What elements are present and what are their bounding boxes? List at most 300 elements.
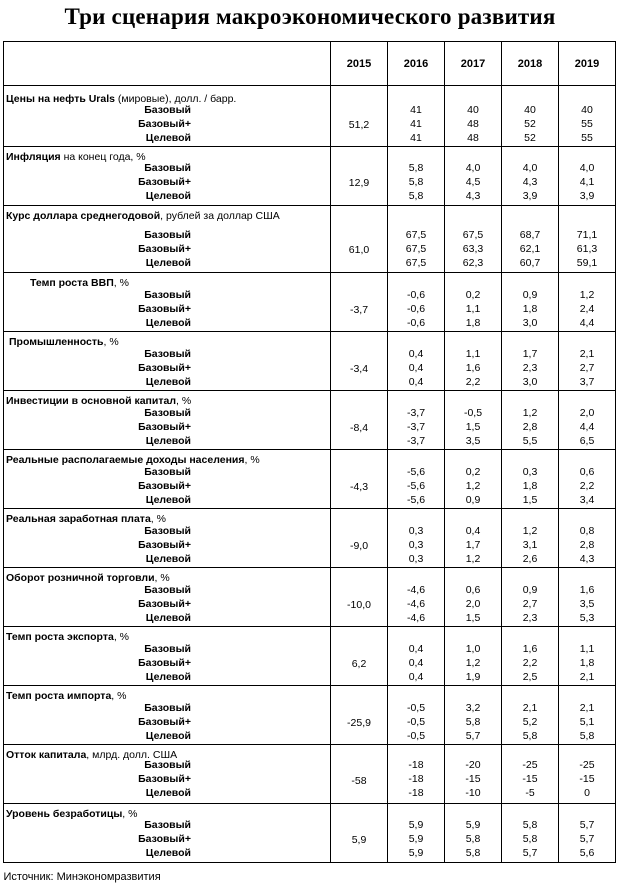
indicator-cell bbox=[4, 509, 331, 568]
year-value-cell bbox=[445, 89, 502, 147]
scenario-value: 5,2 bbox=[502, 716, 558, 728]
indicator-row bbox=[4, 509, 616, 568]
scenario-value: 5,8 bbox=[559, 730, 615, 742]
scenario-label: Целевой bbox=[146, 190, 191, 202]
year-value-cell bbox=[388, 391, 445, 450]
indicator-row bbox=[4, 745, 616, 804]
indicator-name: Реальная заработная плата bbox=[6, 513, 151, 525]
indicator-unit: , % bbox=[114, 277, 129, 289]
scenario-value: -3,7 bbox=[388, 435, 444, 447]
value-2015-cell bbox=[331, 509, 388, 568]
scenario-value: 2,7 bbox=[502, 598, 558, 610]
value-2015: 12,9 bbox=[331, 177, 387, 189]
scenario-label: Базовый+ bbox=[138, 716, 191, 728]
scenario-value: 67,5 bbox=[388, 229, 444, 241]
scenario-value: 3,5 bbox=[445, 435, 501, 447]
scenario-value: -5 bbox=[502, 787, 558, 799]
scenario-value: 1,1 bbox=[445, 348, 501, 360]
indicator-name: Темп роста ВВП bbox=[30, 277, 114, 289]
scenario-value: 61,3 bbox=[559, 243, 615, 255]
scenario-value: 5,6 bbox=[559, 847, 615, 859]
scenario-label: Базовый+ bbox=[138, 421, 191, 433]
scenario-label: Базовый bbox=[144, 289, 191, 301]
scenario-label: Базовый bbox=[144, 229, 191, 241]
scenario-value: 2,1 bbox=[502, 702, 558, 714]
scenario-value: 63,3 bbox=[445, 243, 501, 255]
scenario-label: Базовый bbox=[144, 466, 191, 478]
scenario-value: 2,8 bbox=[559, 539, 615, 551]
scenario-label: Целевой bbox=[146, 435, 191, 447]
scenario-label: Базовый+ bbox=[138, 773, 191, 785]
value-2015-cell bbox=[331, 332, 388, 391]
year-value-cell bbox=[445, 332, 502, 391]
scenario-value: 1,2 bbox=[445, 657, 501, 669]
scenario-label: Базовый bbox=[144, 759, 191, 771]
value-2015: 51,2 bbox=[331, 119, 387, 131]
header-year: 2017 bbox=[445, 42, 502, 86]
scenario-value: 1,2 bbox=[502, 407, 558, 419]
indicator-cell bbox=[4, 206, 331, 273]
scenario-label: Базовый+ bbox=[138, 539, 191, 551]
scenario-value: 1,8 bbox=[502, 480, 558, 492]
scenario-value: 41 bbox=[388, 132, 444, 144]
scenario-value: 48 bbox=[445, 118, 501, 130]
scenario-value: 68,7 bbox=[502, 229, 558, 241]
indicator-cell bbox=[4, 627, 331, 686]
scenario-value: 1,2 bbox=[445, 480, 501, 492]
scenario-value: 5,9 bbox=[388, 819, 444, 831]
scenario-value: 0,6 bbox=[559, 466, 615, 478]
scenario-value: 55 bbox=[559, 132, 615, 144]
scenario-value: 1,5 bbox=[445, 612, 501, 624]
scenario-value: 5,1 bbox=[559, 716, 615, 728]
scenario-value: 5,8 bbox=[388, 162, 444, 174]
indicator-name: Отток капитала bbox=[6, 749, 86, 761]
scenario-value: 5,9 bbox=[445, 819, 501, 831]
year-value-cell bbox=[445, 147, 502, 206]
value-2015: 61,0 bbox=[331, 244, 387, 256]
scenario-value: 5,9 bbox=[388, 847, 444, 859]
scenario-value: 48 bbox=[445, 132, 501, 144]
indicator-cell bbox=[4, 450, 331, 509]
scenario-label: Целевой bbox=[146, 494, 191, 506]
scenario-value: 2,4 bbox=[559, 303, 615, 315]
scenario-value: 2,1 bbox=[559, 702, 615, 714]
indicator-name: Темп роста импорта bbox=[6, 690, 111, 702]
indicator-label bbox=[6, 151, 146, 163]
scenario-value: 2,3 bbox=[502, 612, 558, 624]
scenario-value: 0,4 bbox=[388, 376, 444, 388]
year-value-cell bbox=[388, 686, 445, 745]
indicator-cell bbox=[4, 332, 331, 391]
scenario-value: 40 bbox=[559, 104, 615, 116]
scenario-value: -25 bbox=[502, 759, 558, 771]
year-value-cell bbox=[502, 745, 559, 804]
scenario-value: 5,8 bbox=[502, 819, 558, 831]
year-value-cell bbox=[502, 686, 559, 745]
year-value-cell bbox=[502, 147, 559, 206]
scenario-value: -4,6 bbox=[388, 584, 444, 596]
scenario-value: -18 bbox=[388, 759, 444, 771]
value-2015: -10,0 bbox=[331, 599, 387, 611]
scenario-value: -4,6 bbox=[388, 598, 444, 610]
scenario-label: Базовый bbox=[144, 584, 191, 596]
scenario-value: -3,7 bbox=[388, 421, 444, 433]
value-2015-cell bbox=[331, 391, 388, 450]
year-value-cell bbox=[559, 89, 616, 147]
scenario-value: 0,9 bbox=[445, 494, 501, 506]
scenario-value: -5,6 bbox=[388, 494, 444, 506]
scenario-value: 3,9 bbox=[502, 190, 558, 202]
indicator-label bbox=[6, 631, 129, 643]
scenario-value: 1,1 bbox=[445, 303, 501, 315]
indicator-unit: , % bbox=[155, 572, 170, 584]
scenario-value: 2,5 bbox=[502, 671, 558, 683]
year-value-cell bbox=[559, 391, 616, 450]
scenario-value: 3,0 bbox=[502, 376, 558, 388]
scenario-label: Базовый+ bbox=[138, 362, 191, 374]
scenario-value: 1,5 bbox=[445, 421, 501, 433]
scenario-value: 1,2 bbox=[502, 525, 558, 537]
scenario-value: 1,7 bbox=[502, 348, 558, 360]
indicator-row bbox=[4, 450, 616, 509]
scenario-value: 5,3 bbox=[559, 612, 615, 624]
year-value-cell bbox=[388, 509, 445, 568]
scenario-value: 0,2 bbox=[445, 289, 501, 301]
scenario-value: 5,8 bbox=[445, 716, 501, 728]
year-value-cell bbox=[559, 273, 616, 332]
value-2015-cell bbox=[331, 804, 388, 863]
scenario-value: -20 bbox=[445, 759, 501, 771]
indicator-row bbox=[4, 273, 616, 332]
scenario-value: 3,5 bbox=[559, 598, 615, 610]
indicator-name: Цены на нефть Urals bbox=[6, 93, 115, 105]
scenario-label: Целевой bbox=[146, 257, 191, 269]
indicator-name: Реальные располагаемые доходы населения bbox=[6, 454, 245, 466]
year-value-cell bbox=[388, 147, 445, 206]
header-year: 2015 bbox=[331, 42, 388, 86]
indicator-cell bbox=[4, 568, 331, 627]
scenario-label: Базовый bbox=[144, 819, 191, 831]
scenario-value: -0,6 bbox=[388, 317, 444, 329]
year-value-cell bbox=[388, 332, 445, 391]
value-2015-cell bbox=[331, 206, 388, 273]
scenario-label: Целевой bbox=[146, 730, 191, 742]
header-indicator-cell bbox=[4, 42, 331, 86]
year-value-cell bbox=[502, 273, 559, 332]
scenario-value: -0,5 bbox=[388, 702, 444, 714]
scenario-value: 2,7 bbox=[559, 362, 615, 374]
value-2015: -8,4 bbox=[331, 422, 387, 434]
scenario-label: Базовый bbox=[144, 407, 191, 419]
scenario-value: 0,3 bbox=[388, 539, 444, 551]
scenario-value: 5,7 bbox=[502, 847, 558, 859]
scenario-label: Целевой bbox=[146, 847, 191, 859]
scenario-value: 1,5 bbox=[502, 494, 558, 506]
scenario-value: 2,3 bbox=[502, 362, 558, 374]
scenario-value: -3,7 bbox=[388, 407, 444, 419]
indicator-unit: , млрд. долл. США bbox=[86, 749, 177, 761]
indicator-label bbox=[6, 690, 126, 702]
scenario-value: 5,8 bbox=[388, 176, 444, 188]
year-value-cell bbox=[502, 206, 559, 273]
scenario-label: Целевой bbox=[146, 612, 191, 624]
year-value-cell bbox=[445, 804, 502, 863]
scenario-value: 4,0 bbox=[502, 162, 558, 174]
scenario-table bbox=[3, 41, 616, 891]
year-value-cell bbox=[388, 627, 445, 686]
scenario-value: 40 bbox=[502, 104, 558, 116]
scenario-label: Базовый bbox=[144, 525, 191, 537]
indicator-unit: , % bbox=[104, 336, 119, 348]
year-value-cell bbox=[559, 745, 616, 804]
year-value-cell bbox=[502, 89, 559, 147]
scenario-value: 1,6 bbox=[445, 362, 501, 374]
scenario-value: 5,8 bbox=[445, 833, 501, 845]
scenario-value: -0,6 bbox=[388, 303, 444, 315]
scenario-value: 1,9 bbox=[445, 671, 501, 683]
year-value-cell bbox=[502, 568, 559, 627]
year-value-cell bbox=[388, 804, 445, 863]
scenario-value: 5,9 bbox=[388, 833, 444, 845]
scenario-value: 4,0 bbox=[445, 162, 501, 174]
year-value-cell bbox=[502, 332, 559, 391]
scenario-value: 2,0 bbox=[559, 407, 615, 419]
header-year: 2016 bbox=[388, 42, 445, 86]
indicator-unit: , % bbox=[122, 808, 137, 820]
indicator-name: Темп роста экспорта bbox=[6, 631, 114, 643]
indicator-row bbox=[4, 391, 616, 450]
year-value-cell bbox=[445, 391, 502, 450]
value-2015: -3,4 bbox=[331, 363, 387, 375]
scenario-value: 1,8 bbox=[502, 303, 558, 315]
scenario-value: 41 bbox=[388, 118, 444, 130]
scenario-label: Базовый bbox=[144, 162, 191, 174]
scenario-label: Целевой bbox=[146, 132, 191, 144]
scenario-value: 0,4 bbox=[445, 525, 501, 537]
indicator-name: Инфляция bbox=[6, 151, 61, 163]
value-2015-cell bbox=[331, 568, 388, 627]
year-value-cell bbox=[559, 206, 616, 273]
scenario-label: Целевой bbox=[146, 317, 191, 329]
scenario-value: 3,4 bbox=[559, 494, 615, 506]
year-value-cell bbox=[445, 450, 502, 509]
scenario-value: 41 bbox=[388, 104, 444, 116]
scenario-value: 0,4 bbox=[388, 348, 444, 360]
scenario-label: Базовый bbox=[144, 643, 191, 655]
scenario-value: 2,2 bbox=[445, 376, 501, 388]
scenario-value: 0 bbox=[559, 787, 615, 799]
indicator-row bbox=[4, 804, 616, 863]
scenario-value: 2,0 bbox=[445, 598, 501, 610]
value-2015-cell bbox=[331, 89, 388, 147]
scenario-value: 1,2 bbox=[559, 289, 615, 301]
indicator-label bbox=[6, 572, 170, 584]
indicator-name: Промышленность bbox=[9, 336, 104, 348]
scenario-value: 52 bbox=[502, 132, 558, 144]
year-value-cell bbox=[559, 686, 616, 745]
year-value-cell bbox=[559, 627, 616, 686]
indicator-row bbox=[4, 686, 616, 745]
scenario-value: -0,5 bbox=[388, 716, 444, 728]
scenario-value: 4,0 bbox=[559, 162, 615, 174]
scenario-value: 0,4 bbox=[388, 657, 444, 669]
scenario-label: Базовый+ bbox=[138, 243, 191, 255]
indicator-unit: на конец года, % bbox=[61, 151, 146, 163]
header-year: 2018 bbox=[502, 42, 559, 86]
scenario-value: 2,2 bbox=[559, 480, 615, 492]
scenario-value: 3,9 bbox=[559, 190, 615, 202]
scenario-value: 5,7 bbox=[559, 819, 615, 831]
scenario-value: -10 bbox=[445, 787, 501, 799]
year-value-cell bbox=[388, 206, 445, 273]
value-2015: 6,2 bbox=[331, 658, 387, 670]
scenario-label: Базовый+ bbox=[138, 118, 191, 130]
scenario-value: 0,3 bbox=[388, 525, 444, 537]
indicator-label bbox=[6, 808, 137, 820]
scenario-label: Базовый+ bbox=[138, 480, 191, 492]
scenario-value: -18 bbox=[388, 773, 444, 785]
year-value-cell bbox=[388, 568, 445, 627]
year-value-cell bbox=[559, 568, 616, 627]
header-year: 2019 bbox=[559, 42, 616, 86]
scenario-value: 0,3 bbox=[502, 466, 558, 478]
year-value-cell bbox=[502, 391, 559, 450]
year-value-cell bbox=[559, 450, 616, 509]
scenario-value: 1,2 bbox=[445, 553, 501, 565]
indicator-label bbox=[6, 395, 191, 407]
indicator-row bbox=[4, 89, 616, 147]
value-2015: 5,9 bbox=[331, 834, 387, 846]
value-2015: -58 bbox=[331, 775, 387, 787]
scenario-value: 0,9 bbox=[502, 289, 558, 301]
indicator-unit: , % bbox=[151, 513, 166, 525]
scenario-label: Целевой bbox=[146, 787, 191, 799]
scenario-value: -15 bbox=[445, 773, 501, 785]
indicator-name: Уровень безработицы bbox=[6, 808, 122, 820]
scenario-value: 6,5 bbox=[559, 435, 615, 447]
scenario-value: 5,7 bbox=[559, 833, 615, 845]
source-row bbox=[4, 863, 616, 891]
indicator-cell bbox=[4, 147, 331, 206]
scenario-value: 1,1 bbox=[559, 643, 615, 655]
scenario-value: 4,5 bbox=[445, 176, 501, 188]
scenario-label: Целевой bbox=[146, 671, 191, 683]
indicator-name: Инвестиции в основной капитал bbox=[6, 395, 176, 407]
year-value-cell bbox=[445, 745, 502, 804]
scenario-label: Базовый+ bbox=[138, 176, 191, 188]
scenario-value: 2,1 bbox=[559, 671, 615, 683]
year-value-cell bbox=[559, 509, 616, 568]
scenario-value: 55 bbox=[559, 118, 615, 130]
indicator-label bbox=[6, 93, 236, 105]
year-value-cell bbox=[559, 332, 616, 391]
indicator-unit: , % bbox=[176, 395, 191, 407]
indicator-unit: , рублей за доллар США bbox=[160, 210, 280, 222]
year-value-cell bbox=[388, 745, 445, 804]
value-2015: -4,3 bbox=[331, 481, 387, 493]
scenario-value: -25 bbox=[559, 759, 615, 771]
scenario-value: -0,6 bbox=[388, 289, 444, 301]
scenario-label: Базовый bbox=[144, 702, 191, 714]
indicator-cell bbox=[4, 89, 331, 147]
value-2015-cell bbox=[331, 147, 388, 206]
value-2015: -3,7 bbox=[331, 304, 387, 316]
scenario-label: Базовый+ bbox=[138, 598, 191, 610]
scenario-value: 52 bbox=[502, 118, 558, 130]
scenario-value: 67,5 bbox=[388, 257, 444, 269]
scenario-value: 2,2 bbox=[502, 657, 558, 669]
scenario-value: 5,8 bbox=[502, 730, 558, 742]
value-2015-cell bbox=[331, 686, 388, 745]
indicator-cell bbox=[4, 745, 331, 804]
scenario-value: 5,8 bbox=[388, 190, 444, 202]
year-value-cell bbox=[388, 89, 445, 147]
scenario-value: 2,6 bbox=[502, 553, 558, 565]
indicator-row bbox=[4, 332, 616, 391]
scenario-value: 1,7 bbox=[445, 539, 501, 551]
scenario-value: 67,5 bbox=[388, 243, 444, 255]
scenario-value: 59,1 bbox=[559, 257, 615, 269]
value-2015-cell bbox=[331, 745, 388, 804]
scenario-value: -5,6 bbox=[388, 480, 444, 492]
scenario-value: 3,2 bbox=[445, 702, 501, 714]
scenario-value: 3,1 bbox=[502, 539, 558, 551]
scenario-value: 5,8 bbox=[445, 847, 501, 859]
scenario-value: -0,5 bbox=[388, 730, 444, 742]
year-value-cell bbox=[559, 147, 616, 206]
value-2015: -9,0 bbox=[331, 540, 387, 552]
scenario-value: 5,7 bbox=[445, 730, 501, 742]
scenario-value: 0,2 bbox=[445, 466, 501, 478]
scenario-value: 62,1 bbox=[502, 243, 558, 255]
scenario-value: 71,1 bbox=[559, 229, 615, 241]
scenario-value: -15 bbox=[559, 773, 615, 785]
scenario-label: Базовый+ bbox=[138, 303, 191, 315]
scenario-value: 62,3 bbox=[445, 257, 501, 269]
scenario-label: Базовый bbox=[144, 104, 191, 116]
scenario-value: -18 bbox=[388, 787, 444, 799]
scenario-value: 0,4 bbox=[388, 362, 444, 374]
scenario-value: 0,4 bbox=[388, 643, 444, 655]
scenario-value: 5,8 bbox=[502, 833, 558, 845]
indicator-label bbox=[6, 210, 280, 222]
indicator-unit: , % bbox=[111, 690, 126, 702]
year-value-cell bbox=[445, 627, 502, 686]
scenario-value: 0,6 bbox=[445, 584, 501, 596]
value-2015-cell bbox=[331, 450, 388, 509]
page-title: Три сценария макроэкономического развития bbox=[0, 4, 620, 30]
scenario-value: 2,1 bbox=[559, 348, 615, 360]
scenario-value: 2,8 bbox=[502, 421, 558, 433]
indicator-name: Оборот розничной торговли bbox=[6, 572, 155, 584]
scenario-value: 1,6 bbox=[502, 643, 558, 655]
year-value-cell bbox=[388, 450, 445, 509]
scenario-value: 3,7 bbox=[559, 376, 615, 388]
scenario-value: 0,9 bbox=[502, 584, 558, 596]
year-value-cell bbox=[502, 804, 559, 863]
indicator-row bbox=[4, 627, 616, 686]
scenario-value: 4,4 bbox=[559, 317, 615, 329]
scenario-value: 0,3 bbox=[388, 553, 444, 565]
indicator-unit: (мировые), долл. / барр. bbox=[115, 93, 236, 105]
scenario-value: 4,3 bbox=[445, 190, 501, 202]
scenario-value: 40 bbox=[445, 104, 501, 116]
scenario-label: Целевой bbox=[146, 376, 191, 388]
year-value-cell bbox=[445, 509, 502, 568]
scenario-value: 1,0 bbox=[445, 643, 501, 655]
value-2015-cell bbox=[331, 627, 388, 686]
